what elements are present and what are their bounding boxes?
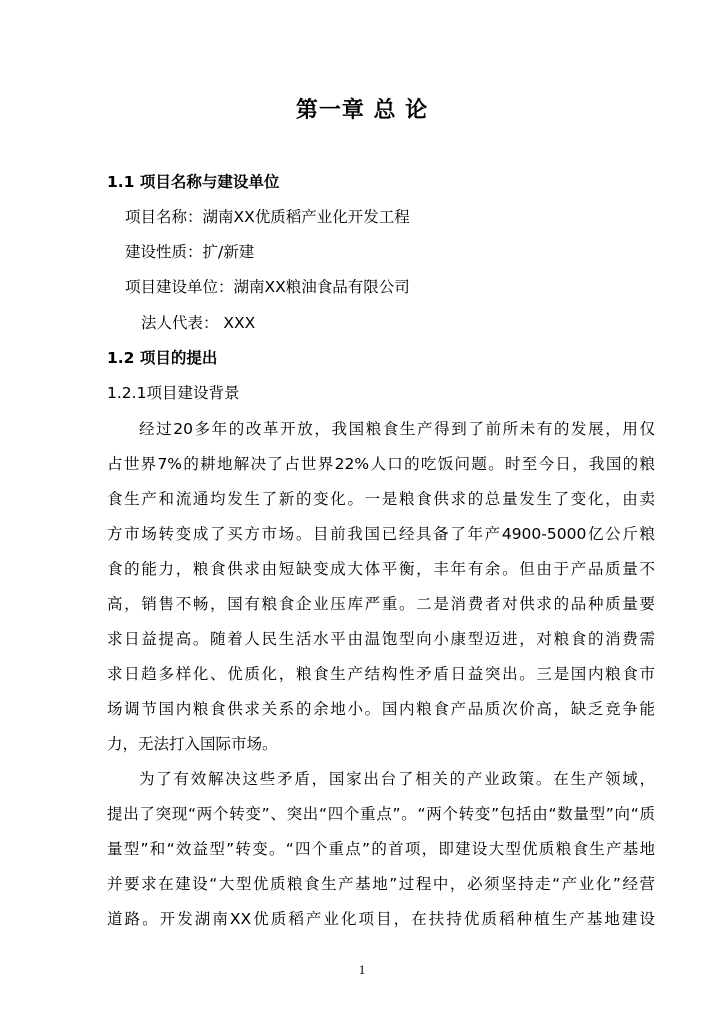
project-name-line: 项目名称：湖南XX优质稻产业化开发工程 <box>125 208 410 226</box>
paragraph-line: 并要求在建设“大型优质粮食生产基地”过程中，必须坚持走“产业化”经营 <box>107 875 655 893</box>
chapter-title: 第一章 总 论 <box>295 98 429 123</box>
paragraph-line: 为了有效解决这些矛盾，国家出台了相关的产业政策。在生产领域， <box>139 770 655 788</box>
paragraph-line: 食生产和流通均发生了新的变化。一是粮食供求的总量发生了变化，由卖 <box>107 490 655 508</box>
paragraph-line: 方市场转变成了买方市场。目前我国已经具备了年产4900-5000亿公斤粮 <box>107 525 655 543</box>
paragraph-line: 求日趋多样化、优质化，粮食生产结构性矛盾日益突出。三是国内粮食市 <box>107 665 655 683</box>
paragraph-line: 求日益提高。随着人民生活水平由温饱型向小康型迈进，对粮食的消费需 <box>107 630 655 648</box>
paragraph-line: 量型”和“效益型”转变。“四个重点”的首项，即建设大型优质粮食生产基地 <box>107 840 655 858</box>
paragraph-line: 力，无法打入国际市场。 <box>107 735 278 753</box>
construction-nature-line: 建设性质：扩/新建 <box>125 243 255 261</box>
subsection-heading-1-2-1: 1.2.1项目建设背景 <box>107 384 240 402</box>
paragraph-line: 道路。开发湖南XX优质稻产业化项目，在扶持优质稻种植生产基地建设 <box>107 910 655 928</box>
paragraph-line: 食的能力，粮食供求由短缺变成大体平衡，丰年有余。但由于产品质量不 <box>107 560 655 578</box>
paragraph-line: 场调节国内粮食供求关系的余地小。国内粮食产品质次价高，缺乏竞争能 <box>107 700 655 718</box>
paragraph-line: 提出了突现“两个转变”、突出“四个重点”。“两个转变”包括由“数量型”向“质 <box>107 805 655 823</box>
paragraph-line: 经过20多年的改革开放，我国粮食生产得到了前所未有的发展，用仅 <box>139 420 655 438</box>
legal-representative-line: 法人代表： XXX <box>141 314 256 332</box>
paragraph-line: 高，销售不畅，国有粮食企业压库严重。二是消费者对供求的品种质量要 <box>107 595 655 613</box>
page-number: 1 <box>358 962 366 977</box>
section-heading-1-2: 1.2 项目的提出 <box>107 349 218 367</box>
construction-unit-line: 项目建设单位：湖南XX粮油食品有限公司 <box>125 278 410 296</box>
section-heading-1-1: 1.1 项目名称与建设单位 <box>107 173 280 191</box>
paragraph-line: 占世界7%的耕地解决了占世界22%人口的吃饭问题。时至今日，我国的粮 <box>107 455 655 473</box>
